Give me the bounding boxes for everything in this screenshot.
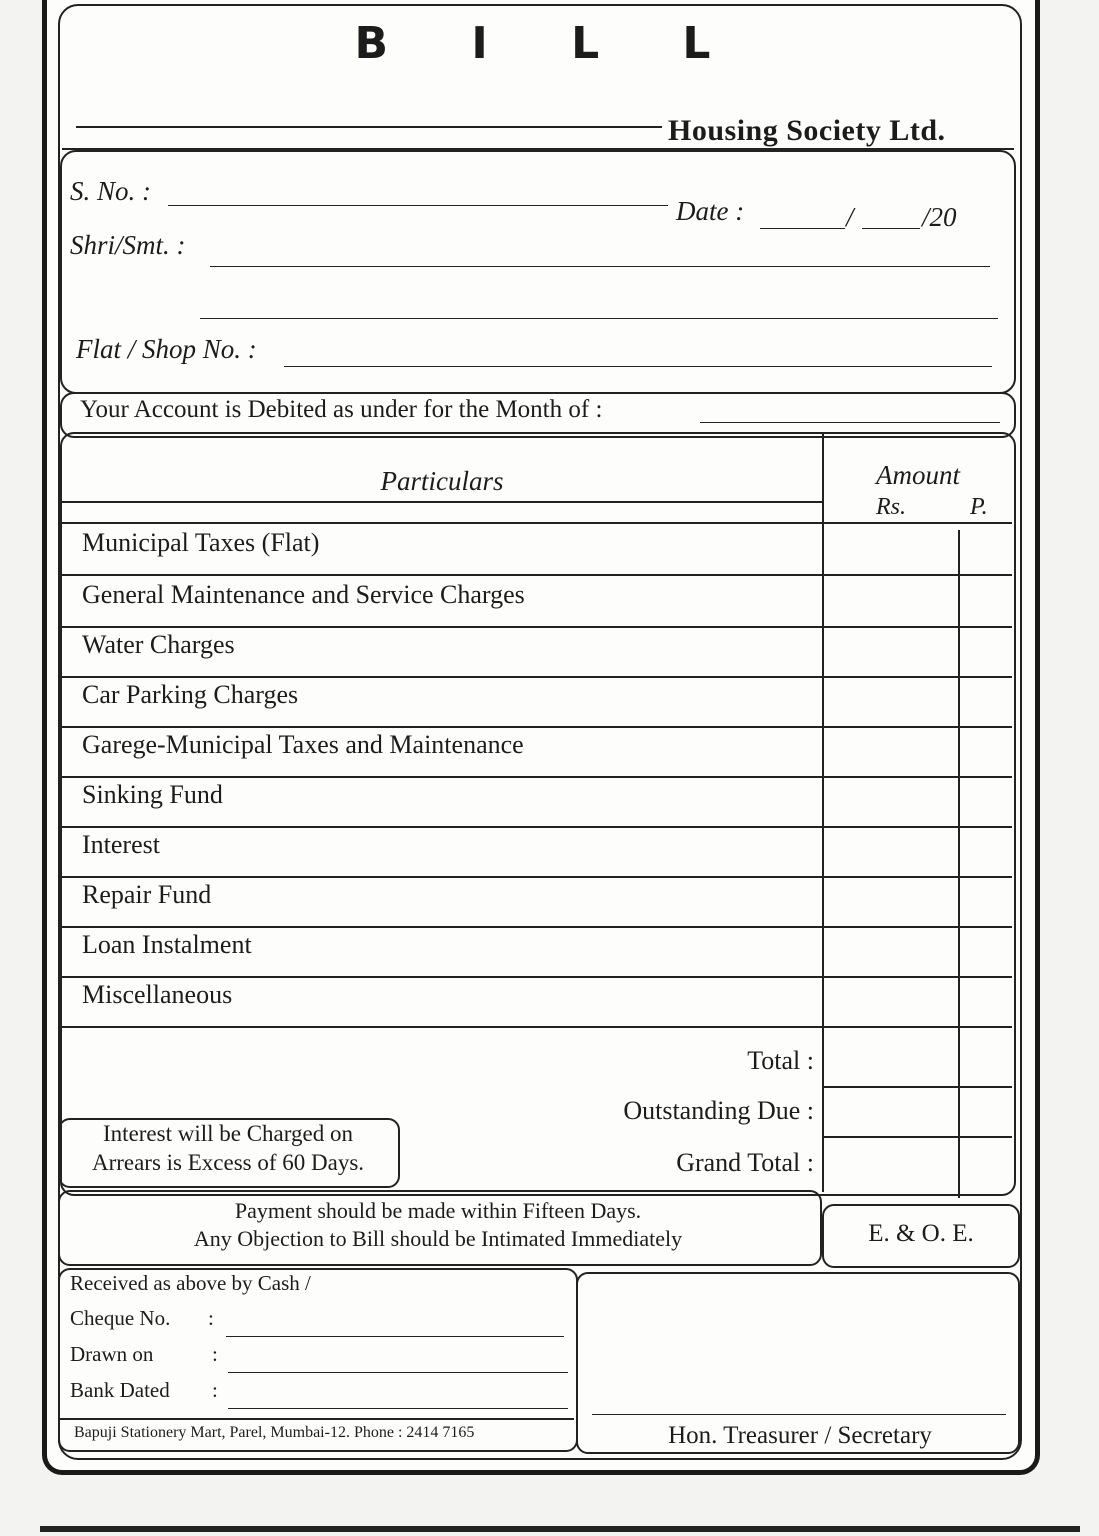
eoe-text: E. & O. E. (868, 1220, 974, 1247)
printer-divider (60, 1418, 574, 1420)
charge-row-label: Miscellaneous (82, 980, 233, 1009)
outstanding-rule (824, 1136, 1012, 1138)
charge-row-label: Interest (82, 830, 160, 859)
interest-note-line-1: Interest will be Charged on (103, 1121, 353, 1146)
charge-row-label: Garege-Municipal Taxes and Maintenance (82, 730, 524, 759)
society-suffix: Housing Society Ltd. (668, 114, 946, 147)
charge-row-divider (62, 776, 1012, 778)
serial-number-line (168, 205, 668, 206)
name-label: Shri/Smt. : (70, 230, 186, 260)
date-year: /20 (922, 202, 957, 232)
month-line (700, 422, 1000, 423)
serial-number-label: S. No. : (70, 176, 151, 206)
signatory-label: Hon. Treasurer / Secretary (668, 1422, 932, 1449)
payment-note-line-2: Any Objection to Bill should be Intimated Immediately (193, 1226, 683, 1251)
name-line-2 (200, 318, 998, 319)
cheque-colon: : (208, 1306, 214, 1330)
bank-dated-colon: : (212, 1378, 218, 1402)
charge-row-label: Loan Instalment (82, 930, 252, 959)
received-label: Received as above by Cash / (70, 1271, 311, 1295)
society-name-line (76, 126, 662, 128)
date-slash: / (846, 202, 854, 232)
header-rule-bottom (62, 522, 1012, 524)
charge-row-divider (62, 826, 1012, 828)
date-month-line (862, 228, 920, 229)
charge-row-divider (62, 574, 1012, 576)
charge-row-label: Sinking Fund (82, 780, 223, 809)
cheque-line (226, 1336, 564, 1337)
outstanding-label: Outstanding Due : (623, 1096, 814, 1125)
printer-credit: Bapuji Stationery Mart, Parel, Mumbai-12. Phone : 2414 7165 (74, 1424, 475, 1441)
bank-dated-line (228, 1408, 568, 1409)
grand-total-label: Grand Total : (676, 1148, 814, 1177)
charge-row-label: Municipal Taxes (Flat) (82, 528, 320, 557)
drawn-colon: : (212, 1342, 218, 1366)
flat-shop-line (284, 366, 992, 367)
date-label: Date : (676, 196, 745, 226)
charge-row-label: Repair Fund (82, 880, 212, 909)
month-statement: Your Account is Debited as under for the Month of : (80, 396, 603, 423)
charge-row-divider (62, 726, 1012, 728)
charge-row-divider (62, 676, 1012, 678)
date-day-line (760, 228, 845, 229)
drawn-line (228, 1372, 568, 1373)
bill-title: B I L L (354, 18, 745, 69)
particulars-amount-divider (822, 434, 824, 1192)
charge-row-divider (62, 1026, 1012, 1028)
total-rule (824, 1086, 1012, 1088)
charge-row-label: Water Charges (82, 630, 235, 659)
total-label: Total : (747, 1046, 814, 1075)
name-line-1 (210, 266, 990, 267)
header-rule-top (62, 501, 822, 503)
rupees-header: Rs. (876, 494, 906, 520)
paise-header: P. (970, 494, 988, 520)
bank-dated-label: Bank Dated (70, 1378, 170, 1402)
charge-row-divider (62, 976, 1012, 978)
interest-note-line-2: Arrears is Excess of 60 Days. (91, 1150, 365, 1175)
charge-row-label: Car Parking Charges (82, 680, 299, 709)
bottom-edge (40, 1526, 1080, 1532)
charge-row-divider (62, 926, 1012, 928)
amount-header: Amount (876, 460, 960, 490)
signature-line (592, 1414, 1006, 1415)
flat-shop-label: Flat / Shop No. : (76, 334, 257, 364)
particulars-header: Particulars (380, 466, 504, 496)
charge-row-label: General Maintenance and Service Charges (82, 580, 525, 609)
charge-row-divider (62, 876, 1012, 878)
rupees-paise-divider (958, 530, 960, 1198)
cheque-label: Cheque No. (70, 1306, 171, 1330)
charge-row-divider (62, 626, 1012, 628)
drawn-label: Drawn on (70, 1342, 154, 1366)
payment-note-line-1: Payment should be made within Fifteen Days. (234, 1198, 642, 1223)
